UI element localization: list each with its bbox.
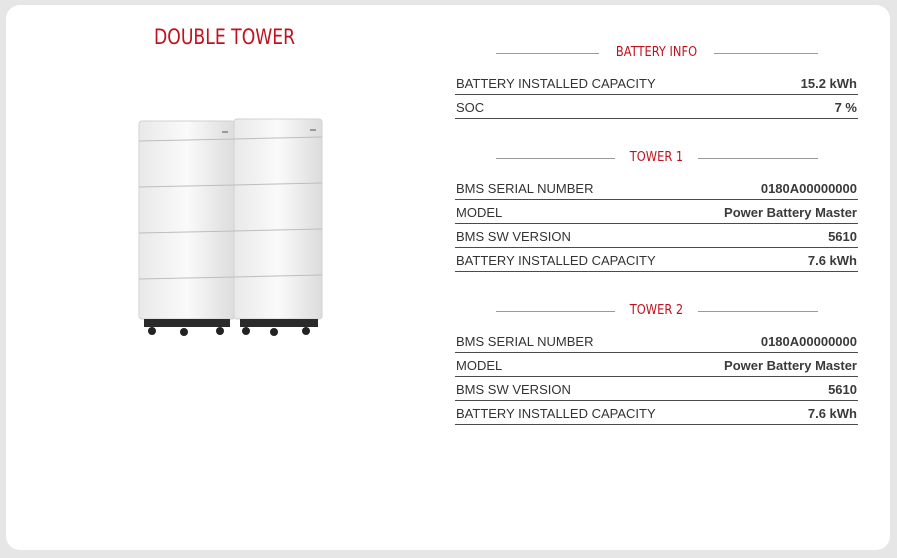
info-row [455, 95, 858, 119]
row-value: 0180A00000000 [760, 181, 857, 196]
tower-1-section [455, 149, 858, 272]
section-title: BATTERY INFO [615, 45, 698, 60]
section-title: TOWER 2 [629, 303, 684, 318]
main-card [6, 5, 890, 550]
row-label: BATTERY INSTALLED CAPACITY [456, 406, 656, 421]
row-value: Power Battery Master [724, 358, 857, 373]
info-row [455, 377, 858, 401]
tower-2-section [455, 302, 858, 425]
row-label: BMS SW VERSION [456, 229, 571, 244]
row-value: 15.2 kWh [800, 76, 857, 91]
double-tower-battery-image [134, 117, 334, 347]
info-row [455, 200, 858, 224]
row-value: 5610 [828, 229, 857, 244]
info-row [455, 71, 858, 95]
row-value: 7.6 kWh [807, 406, 857, 421]
row-label: BMS SERIAL NUMBER [456, 334, 594, 349]
info-row [455, 176, 858, 200]
section-title: TOWER 1 [629, 150, 684, 165]
row-label: MODEL [456, 205, 503, 220]
row-value: 0180A00000000 [760, 334, 857, 349]
row-label: BATTERY INSTALLED CAPACITY [456, 76, 656, 91]
page-title: DOUBLE TOWER [154, 25, 296, 49]
section-header [455, 302, 858, 322]
row-value: 5610 [828, 382, 857, 397]
row-value: 7 % [834, 100, 857, 115]
row-label: BMS SW VERSION [456, 382, 571, 397]
info-row [455, 401, 858, 425]
info-row [455, 224, 858, 248]
tower-2-image [234, 119, 322, 336]
section-header [455, 44, 858, 64]
row-label: SOC [456, 100, 485, 115]
info-row [455, 353, 858, 377]
row-value: Power Battery Master [724, 205, 857, 220]
section-header [455, 149, 858, 169]
row-value: 7.6 kWh [807, 253, 857, 268]
row-label: BATTERY INSTALLED CAPACITY [456, 253, 656, 268]
info-row [455, 248, 858, 272]
row-label: BMS SERIAL NUMBER [456, 181, 594, 196]
row-label: MODEL [456, 358, 503, 373]
battery-info-section [455, 44, 858, 119]
tower-1-image [139, 121, 235, 336]
info-row [455, 329, 858, 353]
